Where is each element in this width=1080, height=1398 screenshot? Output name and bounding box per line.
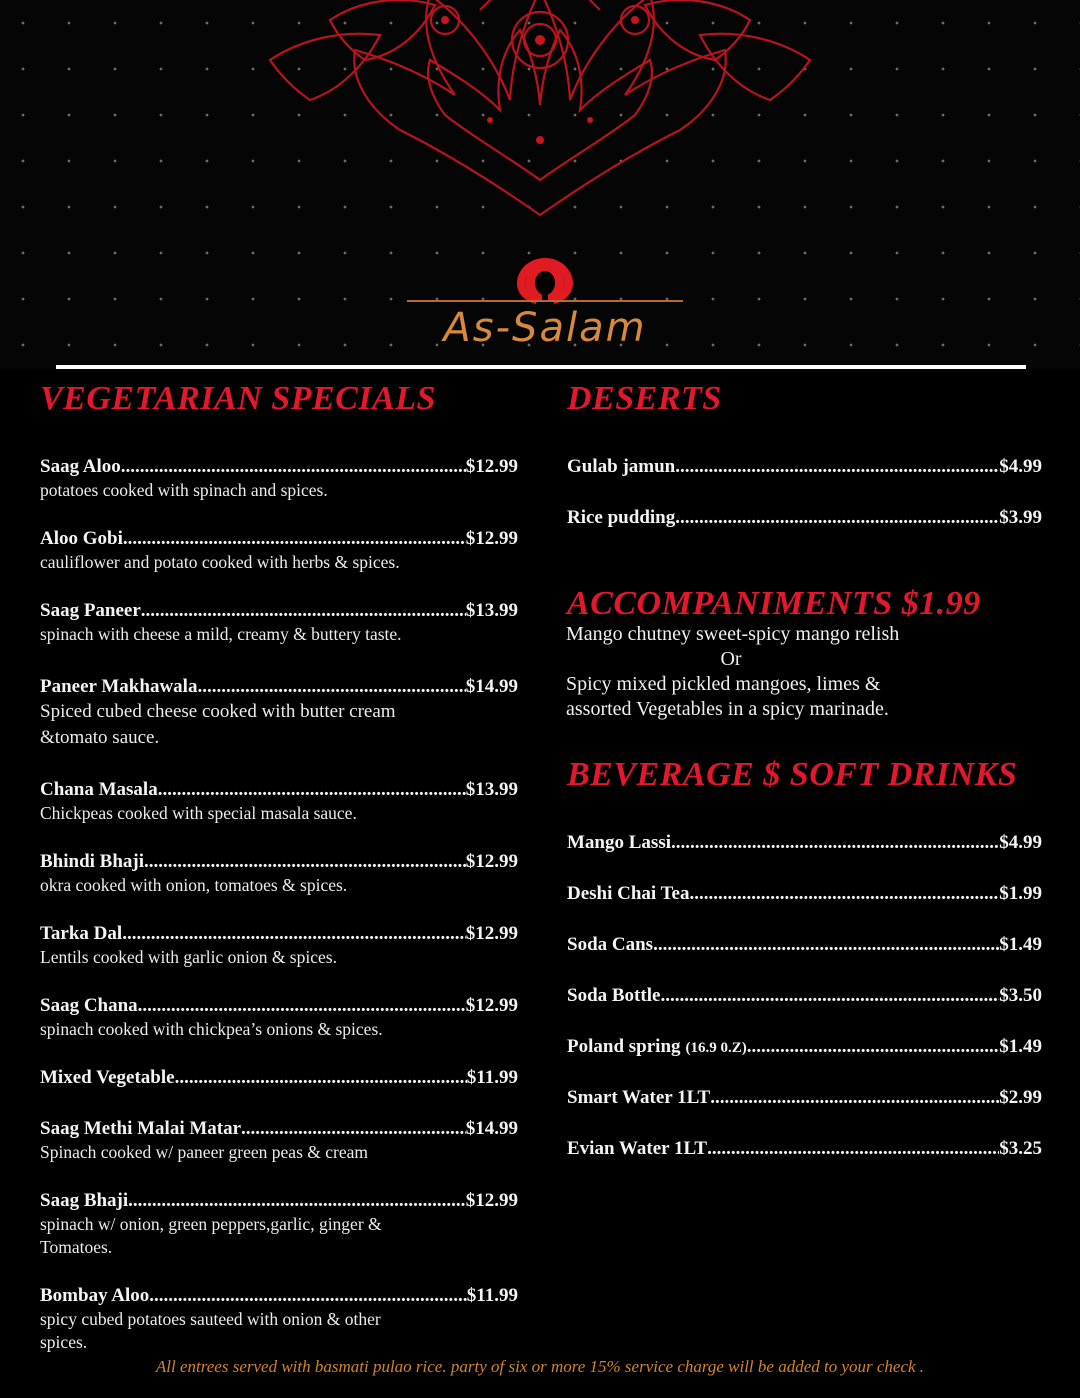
footer-note: All entrees served with basmati pulao rice. party of six or more 15% service charge will be added to your check .	[155, 1357, 925, 1376]
item-name: Chana Masala	[40, 779, 158, 800]
item-price: $3.25	[999, 1138, 1042, 1159]
leader-dots	[653, 934, 999, 956]
leader-dots	[128, 1190, 466, 1212]
item-description: Lentils cooked with garlic onion & spices.	[40, 947, 337, 967]
item-price: $12.99	[465, 923, 518, 944]
item-price: $13.99	[465, 600, 518, 621]
menu-item	[567, 1087, 1042, 1109]
brand-name: As-Salam	[443, 305, 647, 351]
item-description: cauliflower and potato cooked with herbs & spices.	[40, 552, 400, 572]
menu-item	[567, 1138, 1042, 1160]
item-price: $12.99	[465, 995, 518, 1016]
item-price: $12.99	[465, 1190, 518, 1211]
item-price: $1.49	[999, 1036, 1042, 1057]
menu-item	[40, 600, 518, 646]
menu-item	[40, 1067, 518, 1089]
item-note: (16.9 0.Z)	[685, 1040, 747, 1056]
mandala-ornament	[240, 0, 840, 230]
menu-item	[40, 456, 518, 502]
leader-dots	[138, 995, 466, 1017]
item-price: $13.99	[465, 779, 518, 800]
item-price: $12.99	[465, 456, 518, 477]
item-name: Soda Cans	[567, 934, 654, 955]
leader-dots	[675, 456, 999, 478]
item-description: okra cooked with onion, tomatoes & spices.	[40, 875, 348, 895]
item-name: Gulab jamun	[567, 456, 676, 477]
item-price: $3.99	[999, 507, 1042, 528]
item-name: Deshi Chai Tea	[567, 883, 690, 904]
item-description: spinach with cheese a mild, creamy & buttery taste.	[40, 624, 402, 644]
item-description: Spiced cubed cheese cooked with butter cream &tomato sauce.	[40, 701, 396, 748]
item-description: spinach w/ onion, green peppers,garlic, ginger & Tomatoes.	[40, 1214, 382, 1257]
leader-dots	[149, 1285, 467, 1307]
item-price: $3.50	[999, 985, 1042, 1006]
leader-dots	[710, 1087, 999, 1109]
header-divider	[56, 365, 1026, 369]
vegetarian-title: VEGETARIAN SPECIALS	[40, 380, 436, 417]
item-description: spinach cooked with chickpea’s onions & spices.	[40, 1019, 383, 1039]
menu-item	[40, 851, 518, 897]
menu-item	[567, 985, 1042, 1007]
item-price: $1.99	[999, 883, 1042, 904]
item-name: Aloo Gobi	[40, 528, 123, 549]
leader-dots	[707, 1138, 999, 1160]
leader-dots	[689, 883, 999, 905]
item-name: Mixed Vegetable	[40, 1067, 175, 1088]
leader-dots	[747, 1036, 999, 1058]
item-price: $11.99	[466, 1285, 518, 1306]
item-name: Saag Chana	[40, 995, 138, 1016]
leader-dots	[122, 923, 466, 945]
item-name: Mango Lassi	[567, 832, 671, 853]
leader-dots	[660, 985, 999, 1007]
leader-dots	[197, 676, 465, 698]
menu-item	[567, 456, 1042, 478]
beverages-title: BEVERAGE $ SOFT DRINKS	[567, 756, 1018, 793]
accompaniment-line: Mango chutney sweet-spicy mango relish	[566, 623, 900, 645]
item-name: Bhindi Bhaji	[40, 851, 145, 872]
menu-item	[40, 676, 518, 751]
item-price: $12.99	[465, 851, 518, 872]
leader-dots	[123, 528, 466, 550]
item-name: Rice pudding	[567, 507, 676, 528]
item-name: Tarka Dal	[40, 923, 123, 944]
menu-item	[40, 923, 518, 969]
item-description: spicy cubed potatoes sauteed with onion & other spices.	[40, 1309, 381, 1352]
deserts-title: DESERTS	[567, 380, 722, 417]
menu-item	[567, 934, 1042, 956]
item-price: $4.99	[999, 456, 1042, 477]
item-name: Saag Methi Malai Matar	[40, 1118, 242, 1139]
leader-dots	[671, 832, 999, 854]
item-price: $11.99	[466, 1067, 518, 1088]
item-name: Soda Bottle	[567, 985, 661, 1006]
menu-item	[567, 507, 1042, 529]
item-description: Chickpeas cooked with special masala sauce.	[40, 803, 357, 823]
leader-dots	[144, 851, 466, 873]
leader-dots	[241, 1118, 466, 1140]
item-name: Evian Water 1LT	[567, 1138, 708, 1159]
menu-item	[40, 528, 518, 574]
item-price: $4.99	[999, 832, 1042, 853]
item-name: Bombay Aloo	[40, 1285, 150, 1306]
leader-dots	[141, 600, 466, 622]
menu-item	[40, 1190, 518, 1259]
item-name: Poland spring	[567, 1036, 681, 1057]
item-description: Spinach cooked w/ paneer green peas & cream	[40, 1142, 368, 1162]
item-name: Saag Bhaji	[40, 1190, 129, 1211]
menu-item	[567, 883, 1042, 905]
leader-dots	[121, 456, 466, 478]
item-name: Saag Paneer	[40, 600, 141, 621]
leader-dots	[675, 507, 999, 529]
menu-item	[40, 995, 518, 1041]
accompaniment-line: assorted Vegetables in a spicy marinade.	[566, 698, 889, 720]
accompaniments-title: ACCOMPANIMENTS $1.99	[567, 585, 981, 622]
item-price: $2.99	[999, 1087, 1042, 1108]
item-price: $14.99	[465, 1118, 518, 1139]
menu-item	[40, 1118, 518, 1164]
item-name: Smart Water 1LT	[567, 1087, 711, 1108]
leader-dots	[158, 779, 466, 801]
menu-item	[40, 1285, 518, 1354]
item-price: $1.49	[999, 934, 1042, 955]
menu-item	[567, 832, 1042, 854]
accompaniment-line: Spicy mixed pickled mangoes, limes &	[566, 673, 881, 695]
item-price: $14.99	[465, 676, 518, 697]
leader-dots	[175, 1067, 467, 1089]
accompaniments-text	[566, 622, 1026, 722]
menu-item	[567, 1036, 1042, 1058]
item-name: Paneer Makhawala	[40, 676, 198, 697]
item-price: $12.99	[465, 528, 518, 549]
accompaniment-or: Or	[720, 648, 742, 670]
menu-item	[40, 779, 518, 825]
item-name: Saag Aloo	[40, 456, 121, 477]
item-description: potatoes cooked with spinach and spices.	[40, 480, 328, 500]
